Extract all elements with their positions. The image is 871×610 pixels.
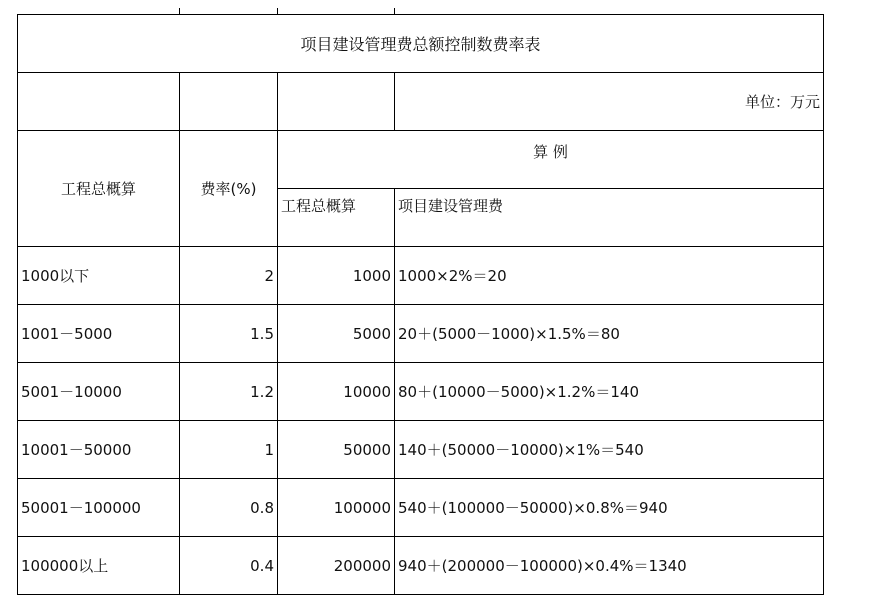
- amount-cell: 10000: [278, 363, 395, 421]
- range-cell: 5001－10000: [18, 363, 180, 421]
- rate-cell: 2: [180, 247, 278, 305]
- table-row: [18, 479, 824, 537]
- header-example: 算 例: [278, 131, 824, 189]
- range-cell: 1000以下: [18, 247, 180, 305]
- formula-cell: 20＋(5000－1000)×1.5%＝80: [395, 305, 824, 363]
- formula-cell: 140＋(50000－10000)×1%＝540: [395, 421, 824, 479]
- range-cell: 1001－5000: [18, 305, 180, 363]
- header-rate: 费率(%): [180, 131, 278, 247]
- empty-cell: [278, 73, 395, 131]
- formula-cell: 540＋(100000－50000)×0.8%＝940: [395, 479, 824, 537]
- rate-cell: 1.2: [180, 363, 278, 421]
- amount-cell: 50000: [278, 421, 395, 479]
- range-cell: 100000以上: [18, 537, 180, 595]
- empty-cell: [18, 73, 180, 131]
- formula-cell: 1000×2%＝20: [395, 247, 824, 305]
- table-row: [18, 363, 824, 421]
- table-row: [18, 421, 824, 479]
- rate-cell: 0.8: [180, 479, 278, 537]
- rate-cell: 0.4: [180, 537, 278, 595]
- header-example-total: 工程总概算: [278, 189, 395, 247]
- header-total-estimate: 工程总概算: [18, 131, 180, 247]
- table-title: 项目建设管理费总额控制数费率表: [18, 15, 824, 73]
- table-row: [18, 537, 824, 595]
- amount-cell: 100000: [278, 479, 395, 537]
- amount-cell: 1000: [278, 247, 395, 305]
- rate-cell: 1.5: [180, 305, 278, 363]
- fee-rate-sheet: [17, 14, 824, 595]
- table-row: [18, 247, 824, 305]
- formula-cell: 940＋(200000－100000)×0.4%＝1340: [395, 537, 824, 595]
- formula-cell: 80＋(10000－5000)×1.2%＝140: [395, 363, 824, 421]
- range-cell: 10001－50000: [18, 421, 180, 479]
- amount-cell: 5000: [278, 305, 395, 363]
- header-example-fee: 项目建设管理费: [395, 189, 824, 247]
- rate-cell: 1: [180, 421, 278, 479]
- table-row: [18, 305, 824, 363]
- unit-label: 单位：万元: [395, 73, 824, 131]
- amount-cell: 200000: [278, 537, 395, 595]
- empty-cell: [180, 73, 278, 131]
- range-cell: 50001－100000: [18, 479, 180, 537]
- fee-rate-table: [17, 14, 824, 595]
